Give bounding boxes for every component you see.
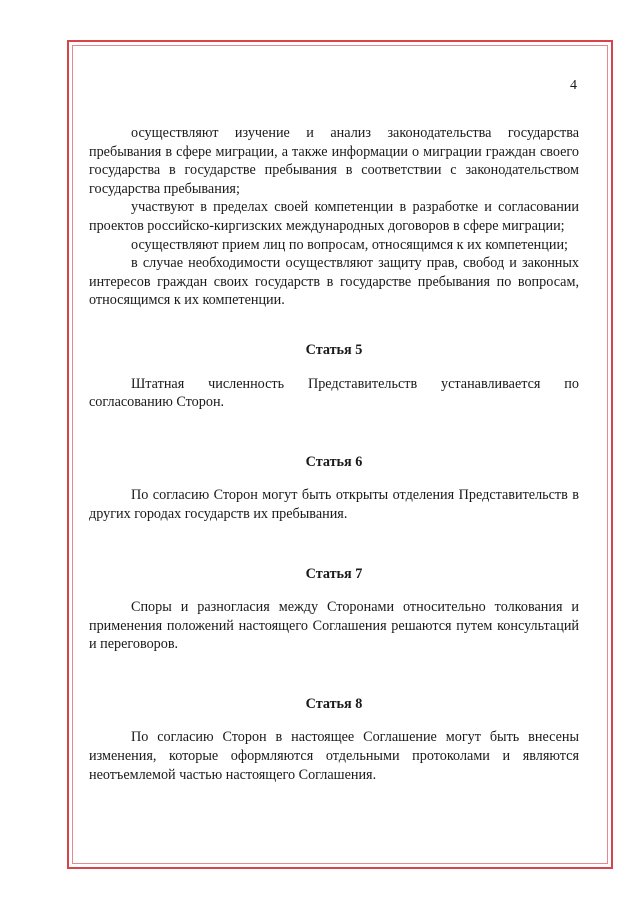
paragraph-study-legislation: осуществляют изучение и анализ законодательства государства пребывания в сфере миграции, а также информации о миграции граждан своего государства в государстве пребывания в соответствии с законодательством государства пребывания; — [89, 125, 579, 197]
article-8-title: Статья 8 — [305, 695, 363, 712]
page-number: 4 — [570, 78, 577, 93]
paragraph-participate-drafting: участвуют в пределах своей компетенции в разработке и согласовании проектов российско-киргизских международных договоров в сфере миграции; — [89, 199, 579, 234]
article-5-title: Статья 5 — [305, 341, 363, 358]
document-body — [89, 124, 579, 784]
article-6-text: По согласию Сторон могут быть открыты отделения Представительств в других городах государств их пребывания. — [89, 487, 579, 522]
article-5-text: Штатная численность Представительств устанавливается по согласованию Сторон. — [89, 375, 579, 411]
paragraph-receive-persons: осуществляют прием лиц по вопросам, относящимся к их компетенции; — [131, 236, 568, 253]
article-7-text: Споры и разногласия между Сторонами относительно толкования и применения положений настоящего Соглашения решаются путем консультаций и переговоров. — [89, 599, 579, 653]
article-7-title: Статья 7 — [305, 565, 363, 582]
paragraph-protect-rights: в случае необходимости осуществляют защиту прав, свобод и законных интересов граждан своих государств в государстве пребывания по вопросам, относящимся к их компетенции. — [89, 255, 579, 309]
article-6-title: Статья 6 — [305, 453, 363, 470]
article-8-text: По согласию Сторон в настоящее Соглашение могут быть внесены изменения, которые оформляются отдельными протоколами и являются неотъемлемой частью настоящего Соглашения. — [89, 729, 579, 783]
